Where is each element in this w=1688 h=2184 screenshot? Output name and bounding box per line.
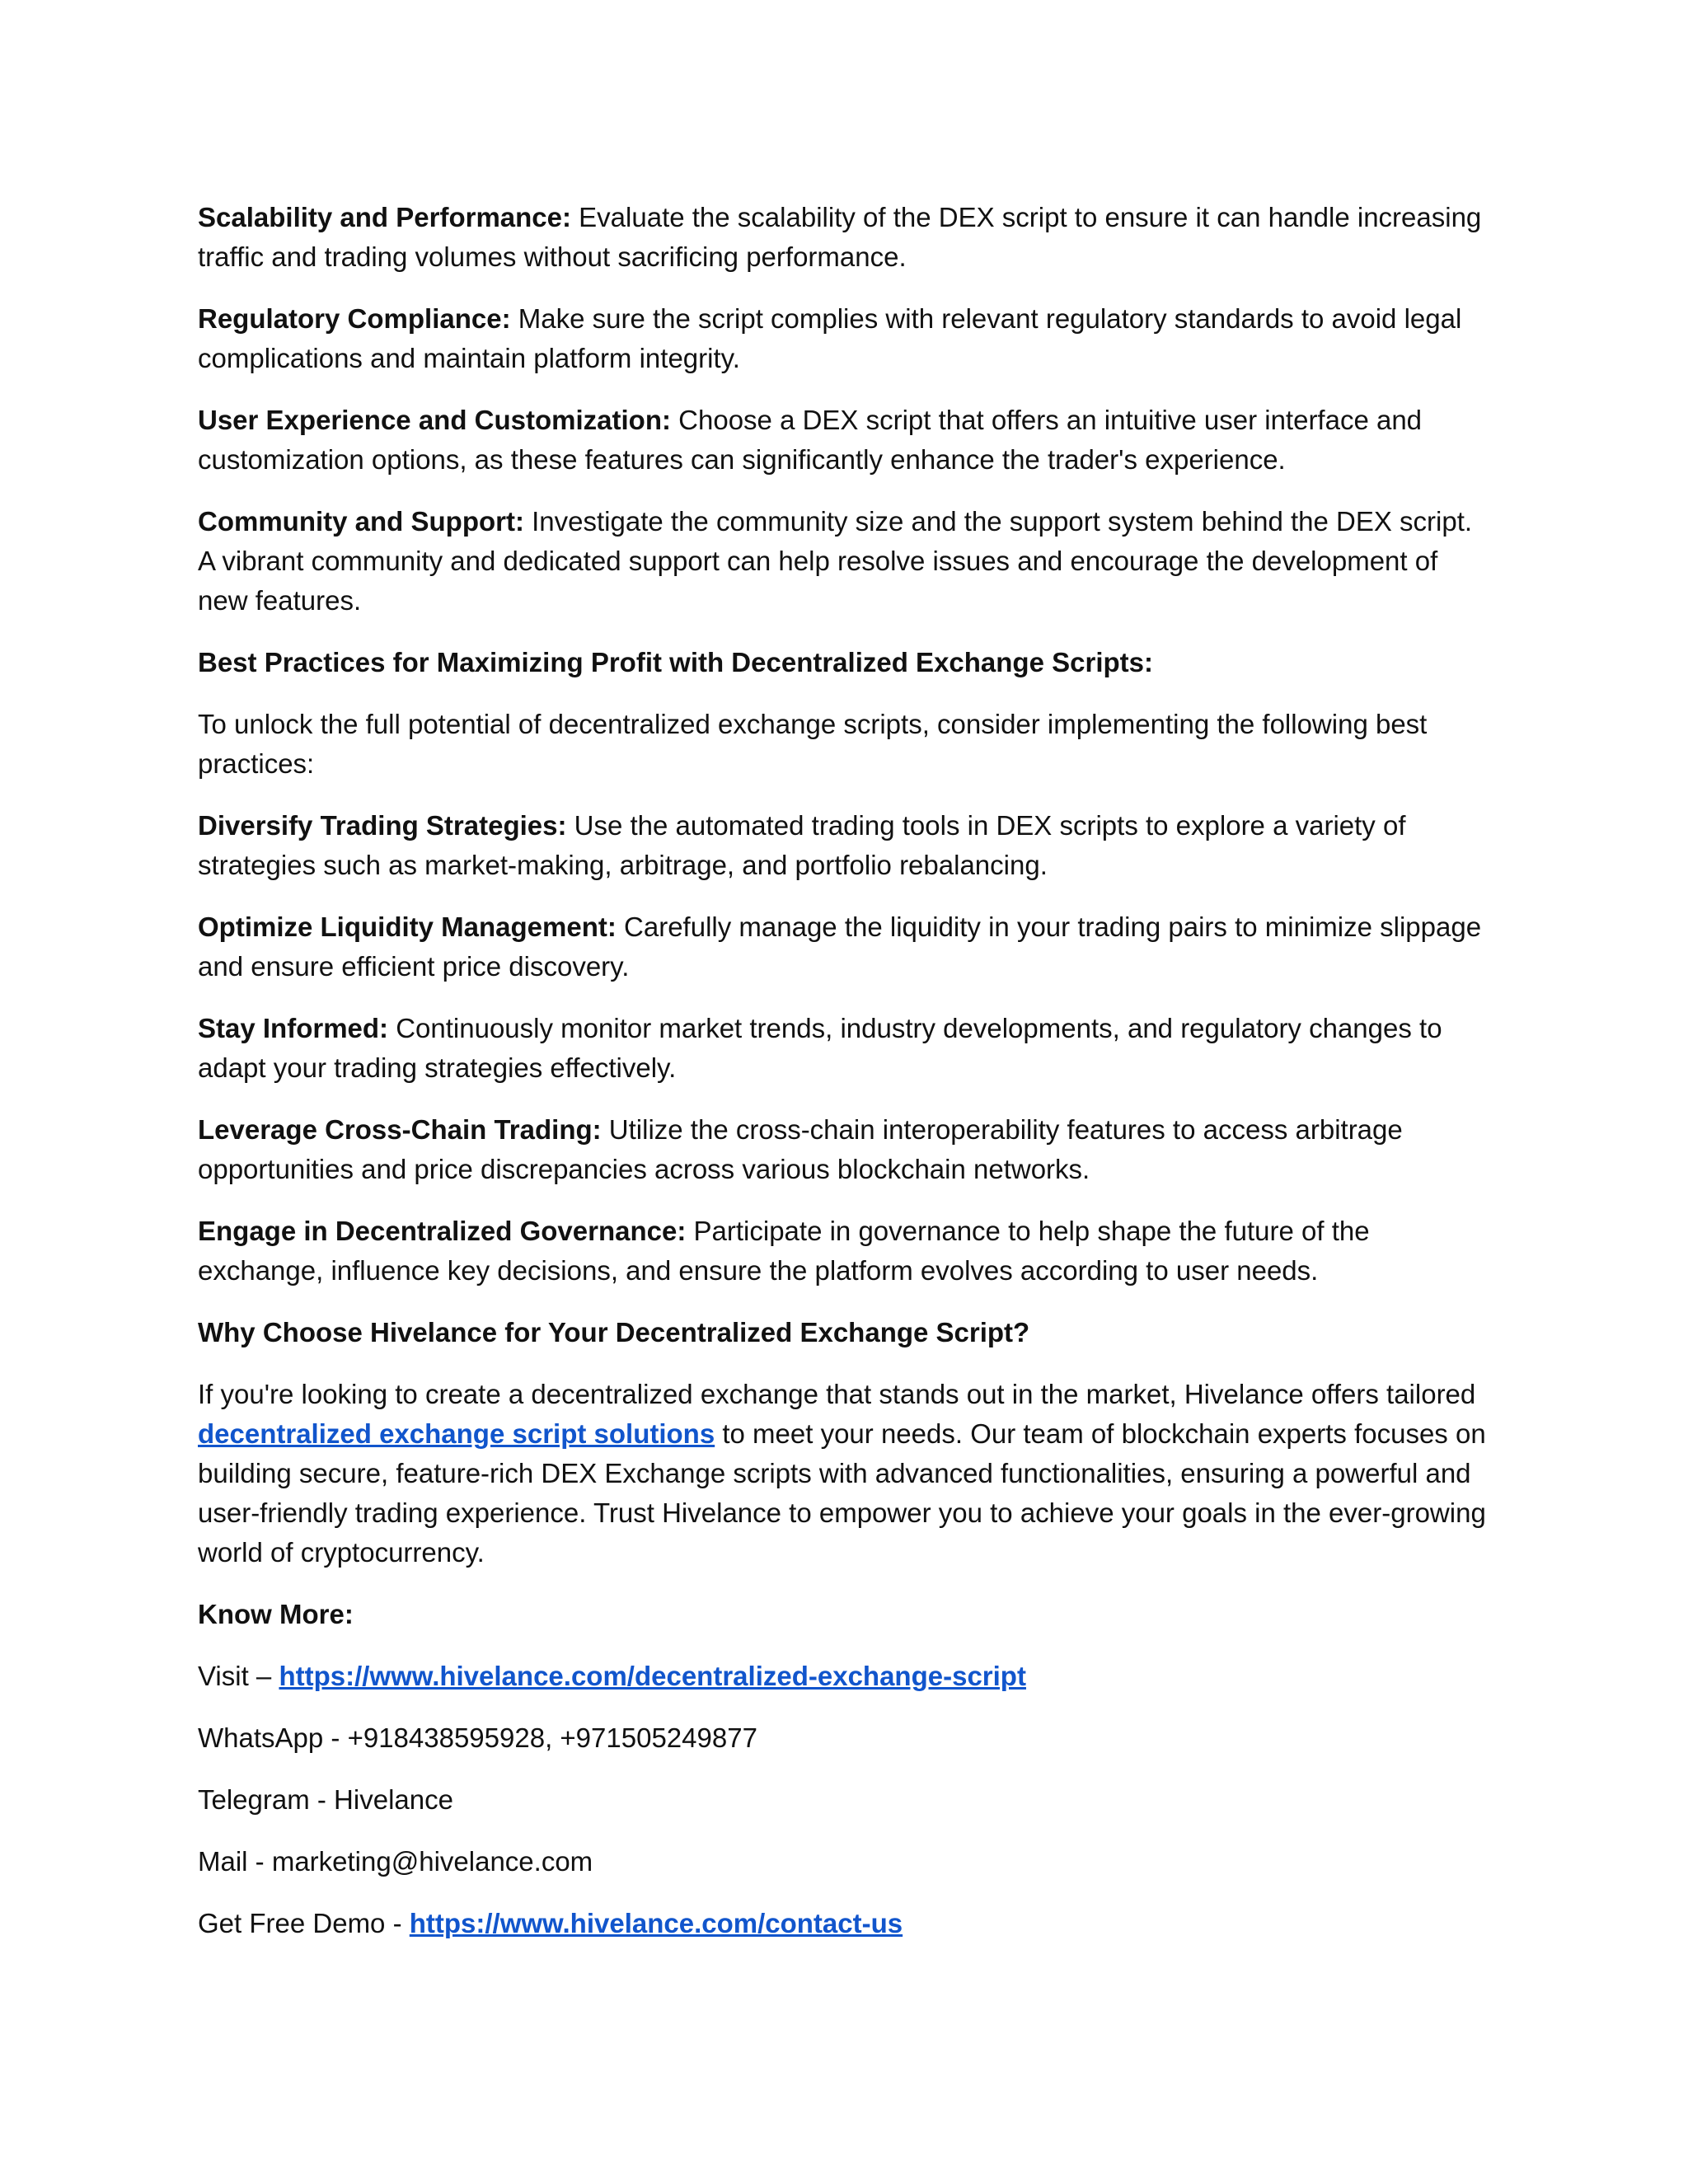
mail-line: Mail - marketing@hivelance.com bbox=[198, 1846, 593, 1877]
factor-user-experience bbox=[198, 401, 1492, 480]
practice-diversify bbox=[198, 806, 1492, 885]
practice-text: Continuously monitor market trends, industry developments, and regulatory changes to adapt your trading strategies effectively. bbox=[198, 1013, 1442, 1083]
practice-term: Diversify Trading Strategies: bbox=[198, 810, 567, 841]
document-page bbox=[198, 198, 1492, 1966]
practice-text: Carefully manage the liquidity in your trading pairs to minimize slippage and ensure efficient price discovery. bbox=[198, 912, 1482, 982]
dex-script-solutions-link[interactable]: decentralized exchange script solutions bbox=[198, 1418, 715, 1449]
factor-text: Make sure the script complies with relevant regulatory standards to avoid legal complications and maintain platform integrity. bbox=[198, 303, 1462, 373]
best-practices-intro: To unlock the full potential of decentralized exchange scripts, consider implementing the following best practices: bbox=[198, 709, 1428, 779]
factor-text: Evaluate the scalability of the DEX script to ensure it can handle increasing traffic and trading volumes without sacrificing performance. bbox=[198, 202, 1482, 272]
factor-scalability bbox=[198, 198, 1492, 277]
demo-label: Get Free Demo - bbox=[198, 1908, 410, 1938]
practice-cross-chain bbox=[198, 1110, 1492, 1189]
factor-term: Regulatory Compliance: bbox=[198, 303, 511, 334]
practice-term: Leverage Cross-Chain Trading: bbox=[198, 1114, 602, 1145]
practice-governance bbox=[198, 1212, 1492, 1291]
factor-text: Investigate the community size and the support system behind the DEX script. A vibrant community and dedicated support can help resolve issues and encourage the development of new features. bbox=[198, 506, 1473, 616]
contact-us-link[interactable]: https://www.hivelance.com/contact-us bbox=[409, 1908, 903, 1938]
practice-stay-informed bbox=[198, 1009, 1492, 1088]
factor-term: Community and Support: bbox=[198, 506, 524, 537]
why-choose-paragraph bbox=[198, 1375, 1492, 1572]
practice-term: Optimize Liquidity Management: bbox=[198, 912, 617, 942]
practice-term: Stay Informed: bbox=[198, 1013, 389, 1043]
visit-url-link[interactable]: https://www.hivelance.com/decentralized-exchange-script bbox=[279, 1661, 1026, 1691]
why-choose-text-before: If you're looking to create a decentralized exchange that stands out in the market, Hivelance offers tailored bbox=[198, 1379, 1476, 1409]
factor-term: User Experience and Customization: bbox=[198, 405, 671, 435]
practice-liquidity bbox=[198, 907, 1492, 987]
factor-text: Choose a DEX script that offers an intuitive user interface and customization options, as these features can significantly enhance the trader's experience. bbox=[198, 405, 1423, 475]
demo-line bbox=[198, 1904, 1492, 1943]
practice-text: Participate in governance to help shape the future of the exchange, influence key decisions, and ensure the platform evolves according to user needs. bbox=[198, 1216, 1370, 1286]
practice-text: Utilize the cross-chain interoperability features to access arbitrage opportunities and price discrepancies across various blockchain networks. bbox=[198, 1114, 1403, 1184]
factor-regulatory bbox=[198, 299, 1492, 378]
practice-term: Engage in Decentralized Governance: bbox=[198, 1216, 687, 1246]
why-choose-heading: Why Choose Hivelance for Your Decentralized Exchange Script? bbox=[198, 1317, 1030, 1347]
why-choose-text-after: to meet your needs. Our team of blockchain experts focuses on building secure, feature-rich DEX Exchange scripts with advanced functionalities, ensuring a powerful and user-friendly trading experience. Trust Hivelance to empower you to achieve your goals in the ever-growing world of cryptocurrency. bbox=[198, 1418, 1486, 1568]
know-more-heading: Know More: bbox=[198, 1599, 354, 1629]
factor-community bbox=[198, 502, 1492, 621]
visit-line bbox=[198, 1657, 1492, 1696]
practice-text: Use the automated trading tools in DEX scripts to explore a variety of strategies such as market-making, arbitrage, and portfolio rebalancing. bbox=[198, 810, 1406, 880]
visit-label: Visit – bbox=[198, 1661, 279, 1691]
best-practices-heading: Best Practices for Maximizing Profit with Decentralized Exchange Scripts: bbox=[198, 647, 1153, 677]
whatsapp-line: WhatsApp - +918438595928, +971505249877 bbox=[198, 1722, 757, 1753]
telegram-line: Telegram - Hivelance bbox=[198, 1784, 453, 1815]
factor-term: Scalability and Performance: bbox=[198, 202, 571, 232]
